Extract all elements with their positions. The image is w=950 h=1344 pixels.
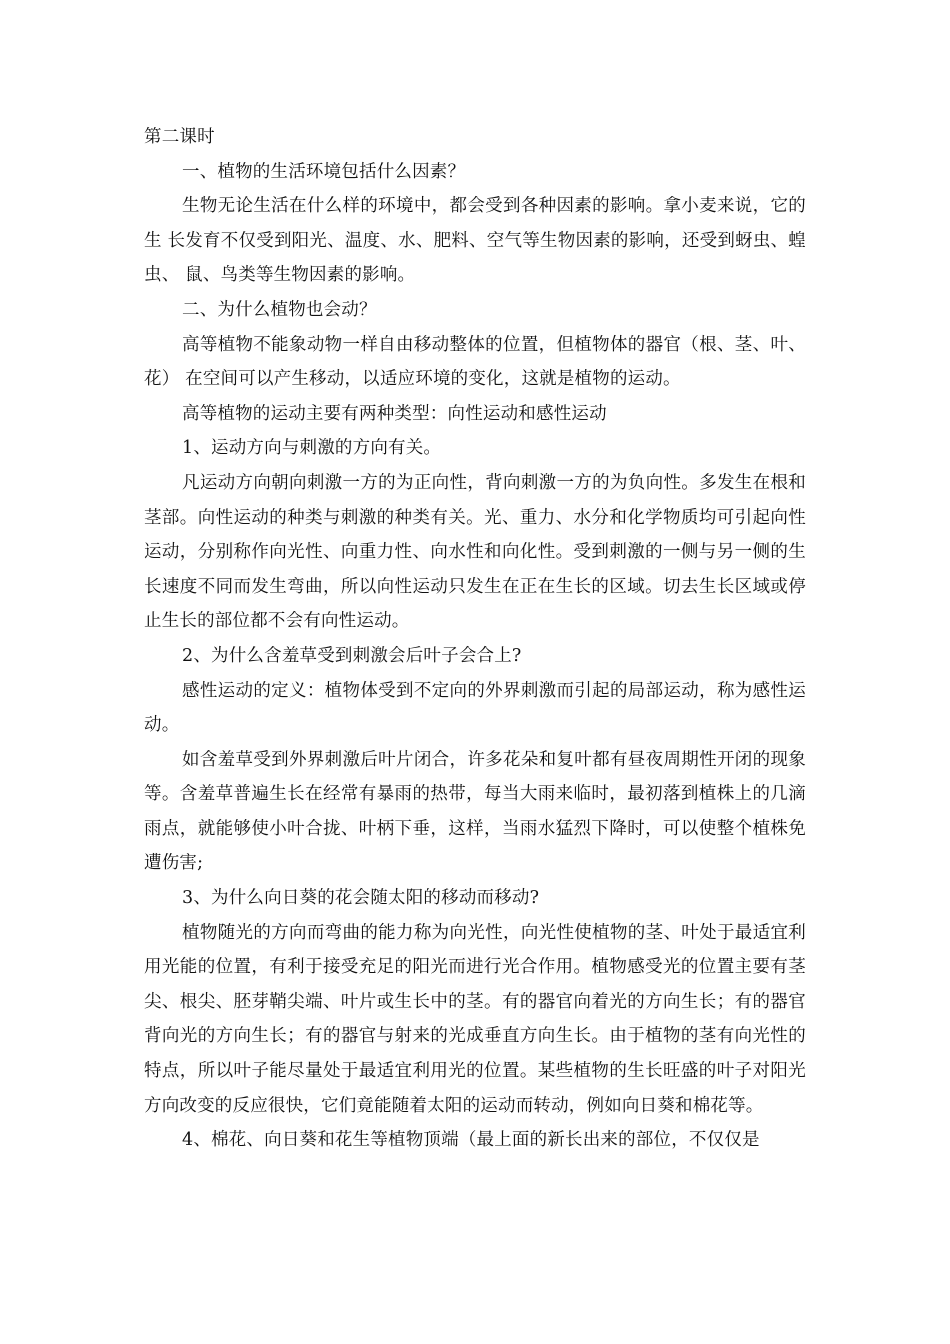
paragraph-3: 高等植物的运动主要有两种类型：向性运动和感性运动 [182,403,607,424]
subheading-2: 2、为什么含羞草受到刺激会后叶子会合上? [182,645,522,666]
heading-2: 二、为什么植物也会动？ [182,299,377,320]
document-page [144,120,806,1158]
paragraph-6: 如含羞草受到外界刺激后叶片闭合，许多花朵和复叶都有昼夜周期性开闭的现象等。含羞草普遍生长在经常有暴雨的热带，每当大雨来临时，最初落到植株上的几滴雨点，就能够使小叶合拢、叶柄下垂，这样，当雨水猛烈下降时，可以使整个植株免遭伤害; [144,749,806,874]
subheading-3: 3、为什么向日葵的花会随太阳的移动而移动? [182,888,540,909]
paragraph-4: 凡运动方向朝向刺激一方的为正向性，背向刺激一方的为负向性。多发生在根和茎部。向性运动的种类与刺激的种类有关。光、重力、水分和化学物质均可引起向性运动，分别称作向光性、向重力性、向水性和向化性。受到刺激的一侧与另一侧的生长速度不同而发生弯曲，所以向性运动只发生在正在生长的区域。切去生长区域或停止生长的部位都不会有向性运动。 [144,472,806,632]
lesson-title: 第二课时 [144,127,215,147]
paragraph-1: 生物无论生活在什么样的环境中，都会受到各种因素的影响。拿小麦来说，它的生 长发育不仅受到阳光、温度、水、肥料、空气等生物因素的影响，还受到蚜虫、蝗虫、 鼠、鸟类等生物因素的影响。 [144,196,806,286]
subheading-4: 4、棉花、向日葵和花生等植物顶端（最上面的新长出来的部位，不仅仅是 [182,1130,760,1151]
subheading-1: 1、运动方向与刺激的方向有关。 [182,438,442,459]
paragraph-5: 感性运动的定义：植物体受到不定向的外界刺激而引起的局部运动，称为感性运动。 [144,680,806,736]
heading-1: 一、植物的生活环境包括什么因素？ [182,161,466,182]
paragraph-7: 植物随光的方向而弯曲的能力称为向光性，向光性使植物的茎、叶处于最适宜利用光能的位置，有利于接受充足的阳光而进行光合作用。植物感受光的位置主要有茎尖、根尖、胚芽鞘尖端、叶片或生长中的茎。有的器官向着光的方向生长；有的器官背向光的方向生长；有的器官与射来的光成垂直方向生长。由于植物的茎有向光性的特点，所以叶子能尽量处于最适宜利用光的位置。某些植物的生长旺盛的叶子对阳光方向改变的反应很快，它们竟能随着太阳的运动而转动，例如向日葵和棉花等。 [144,922,806,1116]
paragraph-2: 高等植物不能象动物一样自由移动整体的位置，但植物体的器官（根、茎、叶、花） 在空间可以产生移动，以适应环境的变化，这就是植物的运动。 [144,334,806,390]
